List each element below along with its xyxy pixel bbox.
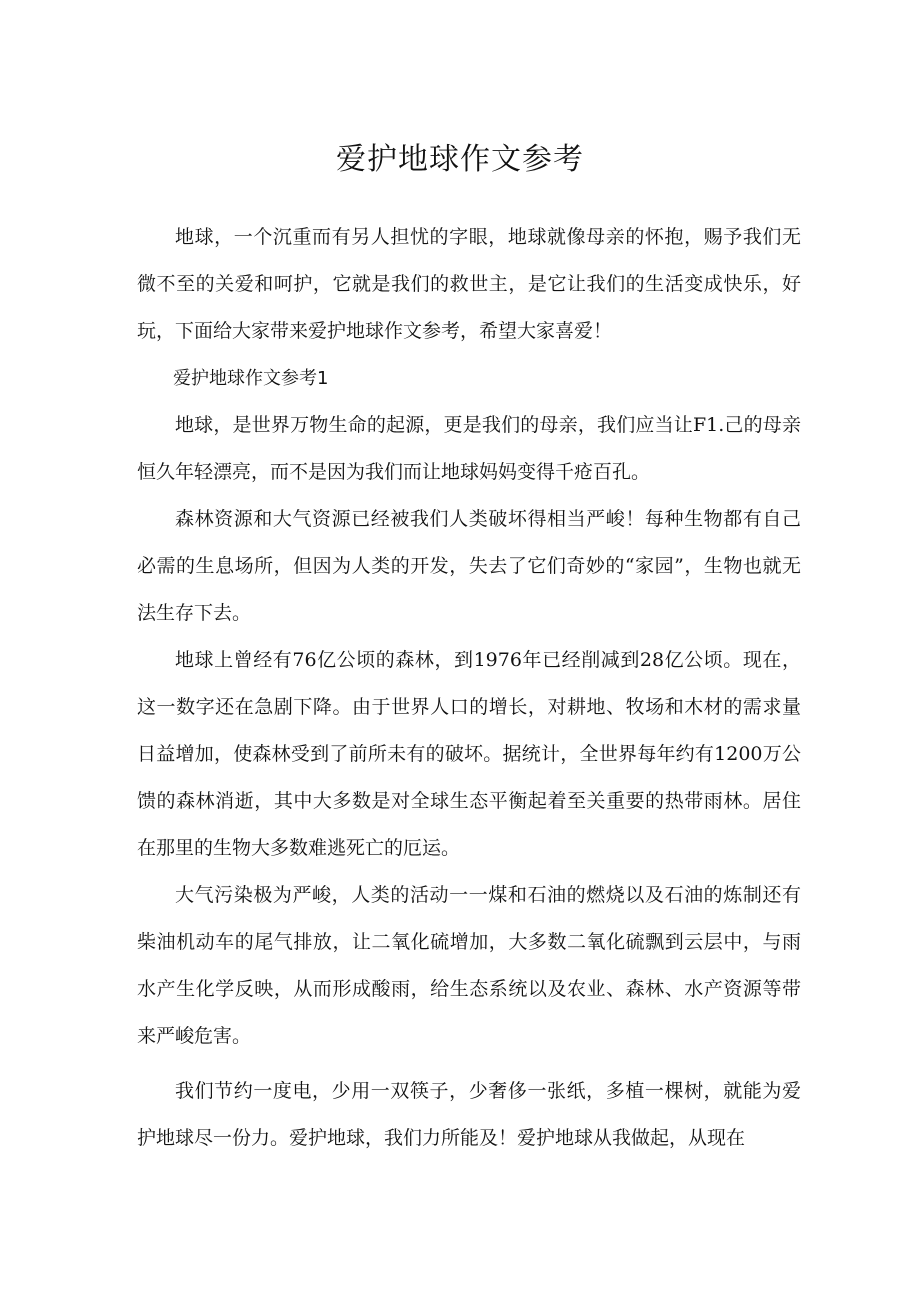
paragraph-air-pollution: 大气污染极为严峻，人类的活动一一煤和石油的燃烧以及石油的炼制还有柴油机动车的尾气排放，让二氧化硫增加，大多数二氧化硫飘到云层中，与雨水产生化学反映，从而形成酸雨，给生态系统以及农业、森林、水产资源等带来严峻危害。 [137, 884, 801, 1047]
paragraph-forest-statistics: 地球上曾经有76亿公顷的森林，到1976年已经削减到28亿公顷。现在，这一数字还在急剧下降。由于世界人口的增长，对耕地、牧场和木材的需求量日益增加，使森林受到了前所未有的破坏。据统计，全世界每年约有1200万公馈的森林消逝，其中大多数是对全球生态平衡起着至关重要的热带雨林。居住在那里的生物大多数难逃死亡的厄运。 [137, 649, 801, 859]
paragraph-forest-resources: 森林资源和大气资源已经被我们人类破坏得相当严峻！每种生物都有自己必需的生息场所，但因为人类的开发，失去了它们奇妙的“家园”，生物也就无法生存下去。 [137, 508, 801, 624]
document-body [137, 214, 801, 1162]
document-title: 爱护地球作文参考 [336, 142, 584, 177]
paragraph-earth-origin: 地球，是世界万物生命的起源，更是我们的母亲，我们应当让F1.己的母亲恒久年轻漂亮，而不是因为我们而让地球妈妈变得千疮百孔。 [137, 414, 801, 483]
paragraph-intro: 地球，一个沉重而有另人担忧的字眼，地球就像母亲的怀抱，赐予我们无微不至的关爱和呵护，它就是我们的救世主，是它让我们的生活变成快乐，好玩，下面给大家带来爱护地球作文参考，希望大家喜爱！ [137, 226, 801, 342]
paragraph-action: 我们节约一度电，少用一双筷子，少奢侈一张纸，多植一棵树，就能为爱护地球尽一份力。爱护地球，我们力所能及！爱护地球从我做起，从现在 [137, 1080, 801, 1149]
section-heading: 爱护地球作文参考1 [173, 368, 329, 389]
